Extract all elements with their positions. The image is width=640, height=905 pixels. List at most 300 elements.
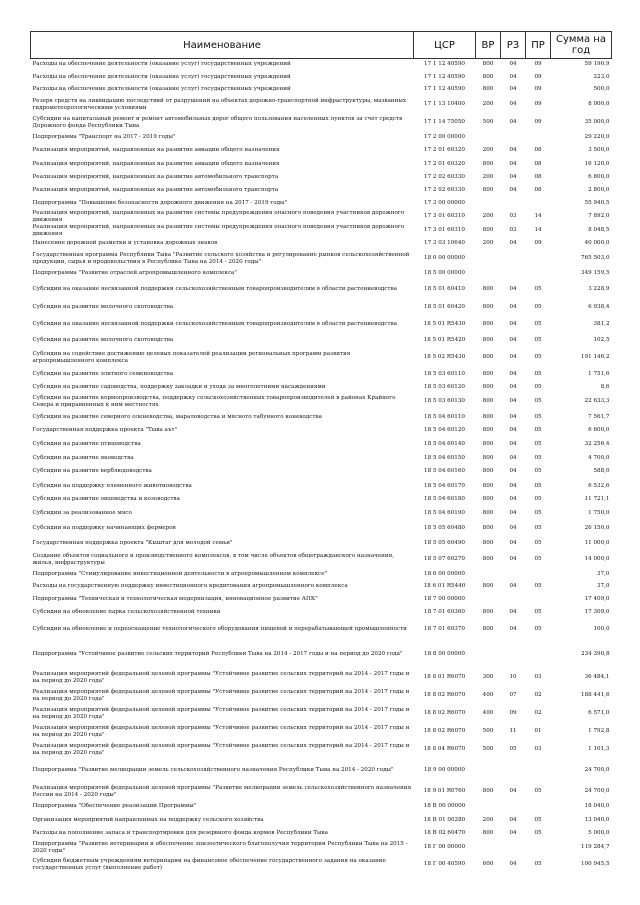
cell-sum: 100 945,5	[581, 861, 610, 867]
cell-vr: 800	[482, 370, 494, 377]
cell-csr: 18 5 04 60150	[424, 455, 465, 461]
cell-pr: 05	[534, 816, 542, 823]
cell-sum: 1 101,3	[588, 746, 610, 752]
cell-name: Организация мероприятий направленных на поддержку сельского хозяйства	[32, 816, 264, 823]
cell-rz: 04	[509, 186, 517, 193]
cell-pr: 05	[534, 609, 542, 615]
cell-csr: 17 2 01 60320	[424, 160, 465, 167]
cell-name: Субсидии на капитальный ремонт и ремонт автомобильных дорог общего пользования населенных пунктов за счет средств Дорожного фонда Республики Тыва	[32, 115, 403, 129]
cell-rz: 04	[509, 398, 517, 404]
cell-pr: 05	[534, 583, 542, 589]
cell-csr: 17 2 02 60330	[424, 173, 465, 180]
cell-pr: 05	[534, 320, 542, 327]
cell-vr: 800	[482, 427, 494, 433]
cell-name: Реализация мероприятий федеральной целевой программы "Устойчивое развитие сельских территорий на 2014 - 2017 годы и на период до 2020 года"	[32, 706, 410, 720]
cell-name: Субсидии на обновление парка сельскохозяйственной техники	[32, 609, 221, 615]
cell-csr: 18 7 01 60370	[424, 625, 465, 632]
cell-name: Подпрограмма "Обеспечение реализации Программы"	[32, 803, 197, 809]
cell-vr: 400	[482, 710, 494, 716]
cell-vr: 500	[482, 119, 494, 125]
cell-rz: 04	[509, 455, 517, 461]
cell-rz: 04	[509, 61, 517, 68]
cell-name: Субсидии на развитие птицеводства	[32, 441, 141, 447]
cell-pr: 05	[534, 524, 542, 531]
table-row	[31, 607, 612, 619]
cell-sum: 17 309,0	[584, 609, 610, 615]
cell-vr: 800	[482, 320, 494, 327]
cell-csr: 18 8 00 00000	[424, 650, 465, 657]
cell-sum: 765 503,0	[581, 255, 610, 261]
header-rz: РЗ	[501, 32, 526, 59]
cell-csr: 18 Г 00 00000	[423, 844, 466, 850]
cell-vr: 800	[482, 304, 494, 310]
cell-rz: 09	[509, 710, 517, 716]
cell-pr	[526, 569, 551, 581]
table-row	[31, 132, 612, 144]
table-row	[31, 569, 612, 581]
cell-rz: 10	[509, 674, 517, 680]
cell-rz: 03	[509, 227, 517, 233]
cell-pr	[526, 759, 551, 783]
cell-sum: 24 700,0	[584, 767, 610, 773]
cell-pr: 05	[534, 398, 542, 404]
table-row	[31, 280, 612, 300]
table-row	[31, 349, 612, 367]
cell-sum: 188 441,6	[581, 692, 610, 698]
cell-csr: 17 1 12 40590	[424, 86, 465, 92]
cell-vr	[476, 268, 501, 280]
cell-csr: 18 5 04 60190	[424, 509, 465, 516]
cell-pr	[526, 801, 551, 813]
cell-pr	[526, 640, 551, 669]
cell-pr: 05	[534, 625, 542, 632]
cell-name: Субсидии на поддержку начинающих фермеров	[32, 524, 176, 531]
cell-pr: 09	[534, 101, 542, 107]
cell-pr: 05	[534, 441, 542, 447]
cell-csr: 18 5 03 60130	[424, 398, 465, 404]
cell-pr: 05	[534, 370, 542, 377]
cell-vr	[476, 197, 501, 210]
cell-rz: 04	[509, 816, 517, 823]
cell-csr: 17 1 13 10400	[424, 101, 465, 107]
cell-rz: 04	[509, 286, 517, 292]
table-row	[31, 238, 612, 250]
cell-rz: 04	[509, 509, 517, 516]
header-csr: ЦСР	[414, 32, 476, 59]
cell-sum: 18 040,0	[584, 803, 610, 809]
cell-vr: 800	[482, 524, 494, 531]
cell-rz: 04	[509, 101, 517, 107]
cell-rz: 04	[509, 304, 517, 310]
cell-pr	[526, 268, 551, 280]
cell-name: Субсидии на оказание несвязанной поддержки сельскохозяйственным товаропроизводителям в области растениеводства	[32, 320, 397, 327]
cell-pr: 05	[534, 539, 542, 546]
cell-pr: 02	[534, 710, 542, 716]
cell-pr: 05	[534, 509, 542, 516]
cell-sum: 500,0	[593, 86, 610, 92]
table-row	[31, 857, 612, 873]
cell-name: Реализация мероприятий, направленных на развитие автомобильного транспорта	[32, 186, 279, 193]
cell-vr: 500	[482, 728, 494, 734]
cell-vr: 800	[482, 398, 494, 404]
cell-sum: 6 532,6	[588, 482, 610, 489]
cell-sum: 35 000,0	[584, 119, 610, 125]
cell-name: Реализация мероприятий федеральной целевой программы "Устойчивое развитие сельских территорий на 2014 - 2017 годы и на период до 2020 года"	[32, 724, 410, 738]
cell-sum: 59 190,9	[584, 61, 610, 68]
table-row	[31, 839, 612, 857]
cell-pr	[526, 593, 551, 607]
cell-vr: 800	[482, 86, 494, 92]
cell-rz: 04	[509, 73, 517, 80]
cell-sum: 11 000,0	[584, 539, 610, 546]
table-row	[31, 300, 612, 316]
cell-vr: 200	[482, 240, 494, 246]
cell-sum: 17 409,0	[584, 596, 610, 602]
cell-vr	[476, 569, 501, 581]
cell-sum: 5 000,0	[588, 829, 610, 836]
cell-csr: 17 1 14 75050	[424, 119, 465, 125]
cell-pr: 05	[534, 829, 542, 836]
cell-pr: 05	[534, 788, 542, 794]
cell-sum: 7 561,7	[588, 414, 610, 420]
header-name: Наименование	[31, 32, 414, 59]
cell-csr: 18 5 00 00000	[424, 270, 465, 276]
cell-csr: 18 5 05 60480	[424, 524, 465, 531]
table-row	[31, 114, 612, 132]
cell-vr: 800	[482, 468, 494, 474]
cell-pr: 05	[534, 337, 542, 343]
cell-csr: 18 6 00 00000	[424, 571, 465, 577]
table-row	[31, 367, 612, 382]
cell-pr	[526, 839, 551, 857]
cell-rz: 04	[509, 482, 517, 489]
cell-name: Подпрограмма "Развитие мелиорации земель сельскохозяйственного назначения Республики Тыва на 2014 - 2020 годы"	[32, 767, 394, 773]
table-row	[31, 813, 612, 828]
cell-rz	[501, 593, 526, 607]
cell-rz	[501, 250, 526, 268]
cell-csr: 17 3 00 00000	[424, 199, 465, 206]
cell-sum: 223,0	[593, 73, 610, 80]
cell-vr: 200	[482, 816, 494, 823]
cell-rz: 04	[509, 160, 517, 167]
header-pr: ПР	[526, 32, 551, 59]
cell-rz: 04	[509, 441, 517, 447]
cell-name: Субсидии на развитие яководства	[32, 455, 134, 461]
cell-csr: 18 В 02 60470	[423, 829, 466, 836]
cell-name: Подпрограмма "Техническая и технологическая модернизация, инновационное развитие АПК"	[32, 596, 318, 602]
table-row	[31, 494, 612, 506]
cell-rz	[501, 569, 526, 581]
table-row	[31, 640, 612, 669]
cell-csr: 18 8 02 R6070	[423, 728, 466, 734]
cell-rz: 07	[509, 692, 517, 698]
cell-vr: 800	[482, 609, 494, 615]
cell-sum: 37,0	[597, 583, 610, 589]
cell-name: Создание объектов социального и производственного комплексов, в том числе объектов общегражданского назначения, жилья, инфраструктуры	[32, 552, 394, 566]
table-row	[31, 759, 612, 783]
cell-rz: 04	[509, 524, 517, 531]
cell-sum: 102,5	[593, 337, 610, 343]
cell-pr: 14	[534, 227, 542, 233]
cell-csr: 17 2 00 00000	[424, 134, 465, 140]
cell-sum: 14 000,0	[584, 556, 610, 562]
cell-csr: 18 5 01 60410	[424, 286, 465, 292]
cell-csr: 18 5 04 60110	[424, 414, 465, 420]
cell-pr: 08	[534, 160, 542, 167]
cell-vr	[476, 132, 501, 144]
cell-pr: 05	[534, 455, 542, 461]
cell-name: Расходы на пополнение запаса и транспортировки для резервного фонда кормов Республики Тыва	[32, 829, 328, 836]
cell-pr	[526, 132, 551, 144]
cell-vr: 800	[482, 455, 494, 461]
cell-sum: 36 484,1	[584, 674, 610, 680]
cell-name: Реализация мероприятий, направленных на развитие авиации общего назначения	[32, 160, 280, 167]
cell-name: Субсидии на развитие овцеводства и козоводства	[32, 496, 180, 502]
cell-rz: 04	[509, 86, 517, 92]
table-row	[31, 619, 612, 640]
cell-name: Субсидии на развитие элитного семеноводства	[32, 370, 174, 377]
cell-vr: 800	[482, 509, 494, 516]
cell-csr: 18 5 01 R5420	[423, 337, 466, 343]
cell-rz: 04	[509, 468, 517, 474]
cell-rz: 04	[509, 496, 517, 502]
cell-pr: 05	[534, 556, 542, 562]
cell-sum: 37,0	[597, 571, 610, 577]
cell-rz: 04	[509, 625, 517, 632]
table-row	[31, 593, 612, 607]
cell-vr	[476, 759, 501, 783]
table-row	[31, 783, 612, 801]
cell-sum: 8,6	[600, 383, 610, 390]
table-row	[31, 551, 612, 569]
cell-rz	[501, 197, 526, 210]
cell-name: Реализация мероприятий, направленных на развитие авиации общего назначения	[32, 147, 280, 153]
table-row	[31, 506, 612, 521]
cell-sum: 1 751,6	[588, 370, 610, 377]
cell-csr: 18 5 01 60420	[424, 304, 465, 310]
cell-sum: 3 228,9	[588, 286, 610, 292]
cell-sum: 4 700,0	[588, 455, 610, 461]
table-row	[31, 184, 612, 197]
cell-vr	[476, 801, 501, 813]
table-row	[31, 828, 612, 839]
cell-pr: 05	[534, 354, 542, 360]
table-row	[31, 316, 612, 333]
cell-name: Государственная программа Республики Тыва "Развитие сельского хозяйства и регулирование рынков сельскохозяйственной продукции, сырья и продовольствия в Республике Тыва на 2014 - 2020 годы"	[32, 251, 410, 265]
cell-vr: 800	[482, 73, 494, 80]
cell-name: Субсидии на развитие северного оленеводства, мараловодства и мясного табунного коневодства	[32, 414, 322, 420]
table-row	[31, 741, 612, 759]
cell-pr: 01	[534, 728, 542, 734]
cell-csr: 18 9 01 R0760	[423, 788, 466, 794]
table-body	[31, 59, 612, 873]
cell-vr: 800	[482, 556, 494, 562]
cell-sum: 22 633,3	[584, 398, 610, 404]
cell-name: Реализация мероприятий федеральной целевой программы "Развитие мелиорации земель сельскохозяйственного назначения России на 2014 - 2020 годы"	[32, 784, 412, 798]
cell-vr: 200	[482, 173, 494, 180]
table-row	[31, 687, 612, 705]
cell-name: Резерв средств на ликвидацию последствий от разрушений на объектах дорожно-транспортной инфраструктуры, вызванных гидрометеорологическими условиями	[32, 97, 406, 111]
cell-name: Подпрограмма "Стимулирование инвестиционной деятельности в агропромышленном комплексе"	[32, 571, 328, 577]
table-row	[31, 669, 612, 687]
cell-pr: 08	[534, 173, 542, 180]
table-row	[31, 71, 612, 84]
cell-name: Государственная поддержка проекта "Тыва аът"	[32, 427, 178, 433]
table-header-row	[31, 32, 612, 59]
cell-sum: 40 000,0	[584, 240, 610, 246]
cell-vr: 800	[482, 788, 494, 794]
table-row	[31, 158, 612, 171]
cell-sum: 588,0	[593, 468, 610, 474]
cell-csr: 18 В 00 00000	[423, 803, 466, 809]
cell-pr: 05	[534, 482, 542, 489]
cell-vr: 800	[482, 482, 494, 489]
cell-name: Субсидии на развитие молочного скотоводства	[32, 304, 174, 310]
cell-sum: 381,2	[593, 320, 610, 327]
cell-rz: 04	[509, 861, 517, 867]
cell-sum: 55 940,5	[584, 199, 610, 206]
cell-rz: 04	[509, 414, 517, 420]
cell-pr: 05	[534, 861, 542, 867]
cell-rz: 04	[509, 556, 517, 562]
table-row	[31, 144, 612, 158]
cell-sum: 119 284,7	[581, 844, 610, 850]
cell-csr: 18 7 01 60360	[424, 609, 465, 615]
cell-name: Реализация мероприятий федеральной целевой программы "Устойчивое развитие сельских территорий на 2014 - 2017 годы и на период до 2020 года"	[32, 742, 410, 756]
cell-sum: 6 800,0	[588, 173, 610, 180]
cell-vr: 400	[482, 692, 494, 698]
cell-pr: 08	[534, 147, 542, 153]
cell-name: Подпрограмма "Развитие отраслей агропромышленного комплекса"	[32, 270, 237, 276]
cell-sum: 11 721,1	[584, 496, 610, 502]
table-row	[31, 210, 612, 224]
cell-sum: 7 892,0	[588, 213, 610, 219]
cell-name: Субсидии на поддержку племенного животноводства	[32, 482, 192, 489]
cell-csr: 18 5 04 60180	[424, 496, 465, 502]
cell-csr: 18 5 04 60160	[424, 468, 465, 474]
cell-csr: 18 5 04 60170	[424, 482, 465, 489]
cell-csr: 18 5 03 60110	[424, 370, 465, 377]
table-row	[31, 521, 612, 536]
cell-csr: 18 5 02 R5430	[423, 354, 466, 360]
cell-vr: 200	[482, 147, 494, 153]
cell-csr: 18 5 04 60140	[424, 441, 465, 447]
cell-csr: 17 1 12 40590	[424, 73, 465, 80]
cell-rz: 04	[509, 383, 517, 390]
cell-csr: 17 2 02 60330	[424, 186, 465, 193]
cell-vr: 800	[482, 625, 494, 632]
cell-pr: 05	[534, 286, 542, 292]
table-row	[31, 411, 612, 425]
cell-rz: 03	[509, 213, 517, 219]
cell-csr: 18 5 03 60120	[424, 383, 465, 390]
cell-rz: 04	[509, 539, 517, 546]
cell-sum: 24 700,0	[584, 788, 610, 794]
cell-rz: 04	[509, 427, 517, 433]
table-row	[31, 224, 612, 238]
table-row	[31, 333, 612, 349]
cell-sum: 100,0	[593, 625, 610, 632]
cell-sum: 8 048,5	[588, 227, 610, 233]
cell-vr: 800	[482, 414, 494, 420]
cell-sum: 32 256,4	[584, 441, 610, 447]
table-row	[31, 479, 612, 494]
cell-name: Субсидии на оказание несвязанной поддержки сельскохозяйственным товаропроизводителям в области растениеводства	[32, 286, 397, 292]
cell-vr: 300	[482, 674, 494, 680]
cell-vr: 500	[482, 746, 494, 752]
cell-pr: 05	[534, 414, 542, 420]
cell-csr: 17 2 01 60320	[424, 147, 465, 153]
cell-sum: 29 220,0	[584, 134, 610, 140]
cell-csr: 18 9 00 00000	[424, 767, 465, 773]
cell-csr: 18 8 01 R6070	[423, 674, 466, 680]
cell-csr: 18 7 00 00000	[424, 596, 465, 602]
table-row	[31, 437, 612, 453]
cell-name: Субсидии на обновление и переоснащение технологического оборудования пищевой и перерабатывающей промышленности	[32, 625, 407, 632]
cell-csr: 17 1 12 40590	[424, 61, 465, 68]
cell-csr: 18 В 01 00280	[423, 816, 466, 823]
cell-pr: 05	[534, 496, 542, 502]
cell-pr: 05	[534, 468, 542, 474]
cell-name: Расходы на обеспечение деятельности (оказание услуг) государственных учреждений	[32, 86, 291, 92]
cell-name: Субсидии за реализованное мясо	[32, 509, 132, 516]
cell-name: Подпрограмма "Транспорт на 2017 - 2019 годы"	[32, 134, 176, 140]
cell-name: Расходы на обеспечение деятельности (оказание услуг) государственных учреждений	[32, 61, 291, 68]
cell-rz: 04	[509, 583, 517, 589]
table-row	[31, 705, 612, 723]
cell-sum: 1 792,8	[588, 728, 610, 734]
cell-vr: 800	[482, 186, 494, 193]
cell-pr: 09	[534, 86, 542, 92]
cell-rz: 04	[509, 119, 517, 125]
table-row	[31, 171, 612, 184]
cell-csr: 18 0 00 00000	[424, 255, 465, 261]
cell-pr: 08	[534, 186, 542, 193]
cell-vr: 800	[482, 441, 494, 447]
cell-rz: 04	[509, 240, 517, 246]
table-row	[31, 84, 612, 96]
cell-name: Субсидии на развитие кормопроизводства, поддержку сельскохозяйственных товаропроизводителей в районах Крайнего Севера и приравненных к ним местностях	[32, 394, 396, 408]
cell-sum: 191 146,2	[581, 354, 610, 360]
cell-name: Реализация мероприятий, направленных на развитие системы предупреждения опасного поведения участников дорожного движения	[32, 209, 405, 223]
cell-rz	[501, 759, 526, 783]
cell-name: Реализация мероприятий федеральной целевой программы "Устойчивое развитие сельских территорий на 2014 - 2017 годы и на период до 2020 года"	[32, 688, 410, 702]
cell-vr	[476, 250, 501, 268]
cell-vr	[476, 593, 501, 607]
cell-csr: 18 Г 00 40590	[423, 861, 466, 867]
cell-vr: 200	[482, 213, 494, 219]
table-row	[31, 197, 612, 210]
cell-vr: 800	[482, 286, 494, 292]
table-row	[31, 465, 612, 479]
cell-vr: 200	[482, 101, 494, 107]
cell-vr: 800	[482, 337, 494, 343]
cell-csr: 18 5 05 60490	[424, 539, 465, 546]
table-row	[31, 268, 612, 280]
header-vr: ВР	[476, 32, 501, 59]
cell-name: Подпрограмма "Развитие ветеринарии и обеспечение эпизоотического благополучия территории Республики Тыва на 2015 - 2020 годы"	[32, 840, 408, 854]
cell-vr: 800	[482, 539, 494, 546]
table-row	[31, 536, 612, 551]
table-row	[31, 453, 612, 465]
cell-vr: 800	[482, 354, 494, 360]
cell-csr: 17 3 03 10640	[424, 240, 465, 246]
cell-sum: 1 750,0	[588, 509, 610, 516]
cell-rz: 11	[509, 728, 517, 734]
table-row	[31, 393, 612, 411]
table-row	[31, 382, 612, 393]
header-sum: Сумма на год	[551, 32, 612, 59]
